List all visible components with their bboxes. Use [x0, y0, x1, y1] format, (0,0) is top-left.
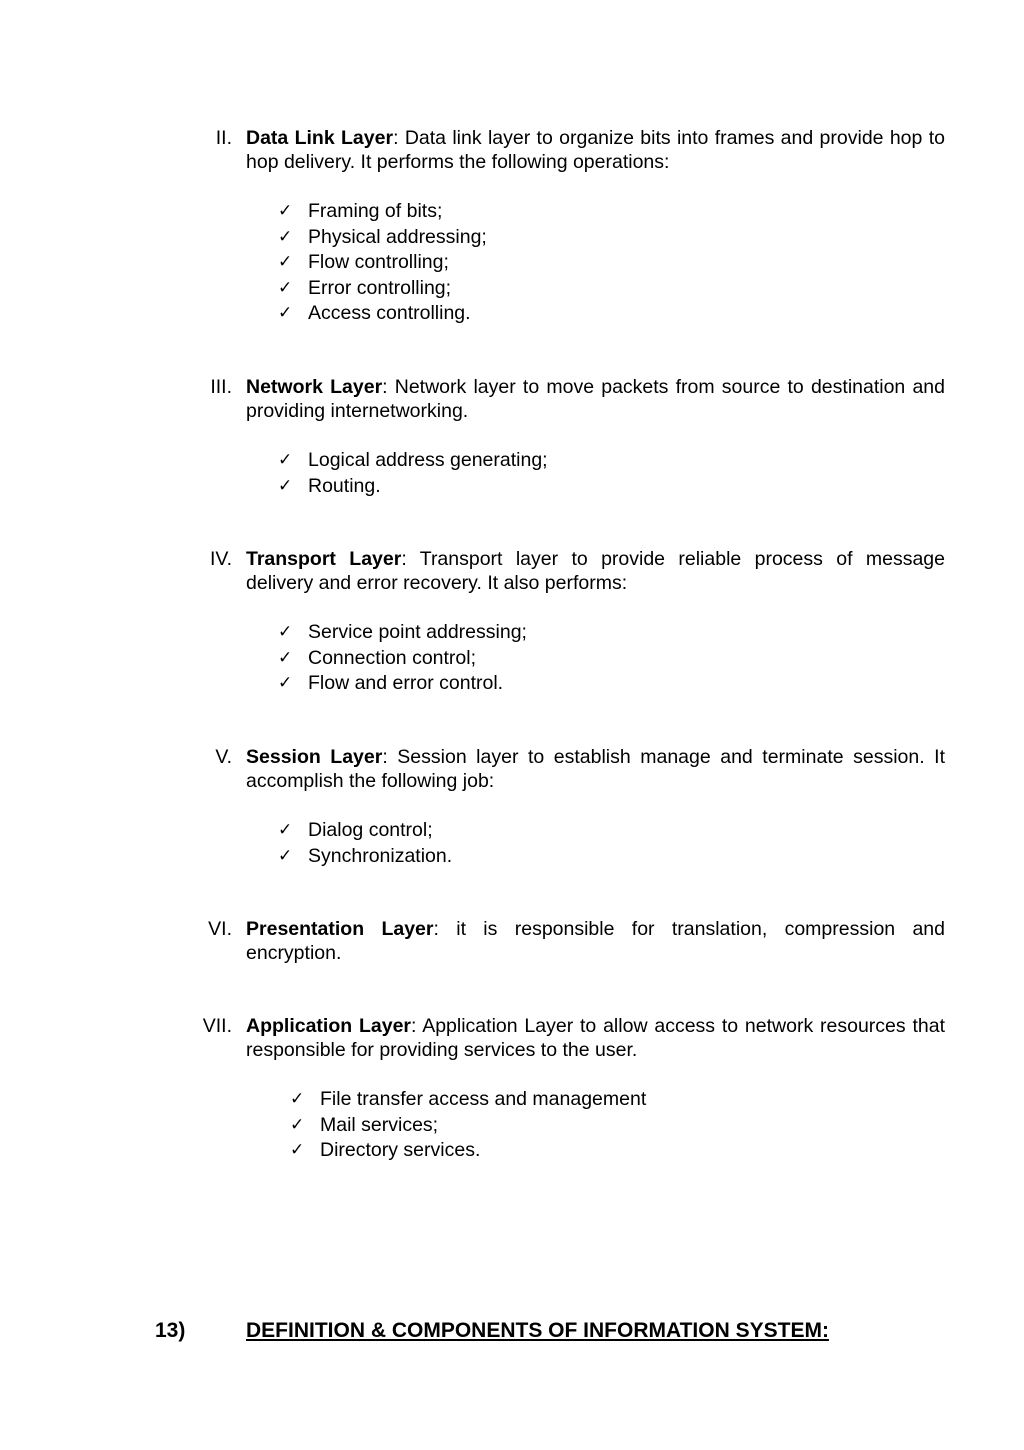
section-title: Transport Layer: [246, 548, 402, 570]
checkmark-icon: ✓: [290, 1114, 305, 1135]
checkmark-icon: ✓: [278, 622, 293, 642]
list-item: [278, 646, 527, 672]
list-item: [278, 250, 487, 276]
list-item-text: Framing of bits;: [308, 200, 443, 222]
section-paragraph: [246, 126, 945, 174]
list-item-text: Flow and error control.: [308, 672, 504, 694]
section-paragraph: [246, 1014, 945, 1062]
checkmark-icon: ✓: [278, 820, 293, 840]
section-numeral: V.: [215, 746, 232, 768]
list-item-text: Connection control;: [308, 646, 477, 669]
checkmark-icon: ✓: [278, 277, 293, 298]
section-text: : Application Layer to allow access to network resources that responsible for providing services to the user.: [246, 1015, 945, 1061]
checkmark-icon: ✓: [278, 845, 293, 866]
section-text: : Session layer to establish manage and terminate session. It accomplish the following job:: [246, 746, 946, 792]
list-item-text: Synchronization.: [308, 844, 453, 867]
section-text: : Network layer to move packets from source to destination and providing internetworking.: [246, 376, 945, 422]
checkmark-icon: ✓: [278, 450, 293, 470]
list-item-text: Flow controlling;: [308, 251, 449, 273]
list-item: [278, 844, 452, 870]
checklist: [278, 448, 548, 499]
list-item-text: Physical addressing;: [308, 225, 487, 248]
checklist: [278, 818, 452, 869]
checkmark-icon: ✓: [278, 201, 293, 221]
heading-number: 13): [155, 1319, 186, 1342]
list-item: [290, 1138, 646, 1164]
list-item: [278, 199, 487, 225]
list-item-text: Routing.: [308, 474, 381, 497]
checkmark-icon: ✓: [278, 252, 293, 272]
list-item: [278, 620, 527, 646]
list-item: [278, 225, 487, 251]
list-item: [278, 301, 487, 327]
section-paragraph: [246, 745, 945, 793]
list-item-text: Mail services;: [320, 1113, 439, 1136]
list-item: [278, 276, 487, 302]
checklist: [278, 199, 487, 327]
section-title: Application Layer: [246, 1015, 412, 1037]
list-item-text: Directory services.: [320, 1139, 481, 1161]
section-title: Network Layer: [246, 376, 383, 398]
list-item: [278, 474, 548, 500]
checkmark-icon: ✓: [278, 673, 293, 693]
list-item-text: Logical address generating;: [308, 449, 548, 471]
checkmark-icon: ✓: [278, 226, 293, 247]
heading-text: DEFINITION & COMPONENTS OF INFORMATION SYSTEM:: [246, 1319, 829, 1342]
section-numeral: III.: [210, 376, 232, 398]
section-title: Session Layer: [246, 746, 383, 768]
section-paragraph: [246, 375, 945, 423]
checkmark-icon: ✓: [290, 1140, 305, 1160]
checklist: [278, 620, 527, 697]
list-item: [278, 818, 452, 844]
section-text: : Transport layer to provide reliable process of message delivery and error recovery. It also performs:: [246, 548, 945, 594]
list-item: [290, 1087, 646, 1113]
list-item-text: File transfer access and management: [320, 1088, 647, 1110]
checklist: [290, 1087, 646, 1164]
section-numeral: VII.: [202, 1015, 232, 1037]
section-numeral: II.: [215, 127, 232, 149]
section-numeral: VI.: [208, 918, 232, 940]
section-paragraph: [246, 917, 945, 965]
section-text: : it is responsible for translation, compression and encryption.: [246, 918, 945, 964]
section-title: Presentation Layer: [246, 918, 434, 940]
list-item-text: Access controlling.: [308, 302, 471, 324]
section-text: : Data link layer to organize bits into frames and provide hop to hop delivery. It performs the following operations:: [246, 127, 945, 173]
list-item: [278, 448, 548, 474]
checkmark-icon: ✓: [278, 647, 293, 668]
list-item-text: Error controlling;: [308, 276, 452, 299]
section-paragraph: [246, 547, 945, 595]
list-item: [290, 1113, 646, 1139]
section-numeral: IV.: [209, 548, 232, 570]
checkmark-icon: ✓: [278, 475, 293, 496]
list-item: [278, 671, 527, 697]
list-item-text: Dialog control;: [308, 819, 433, 841]
section-title: Data Link Layer: [246, 127, 394, 149]
list-item-text: Service point addressing;: [308, 621, 527, 643]
checkmark-icon: ✓: [290, 1089, 305, 1109]
checkmark-icon: ✓: [278, 303, 293, 323]
